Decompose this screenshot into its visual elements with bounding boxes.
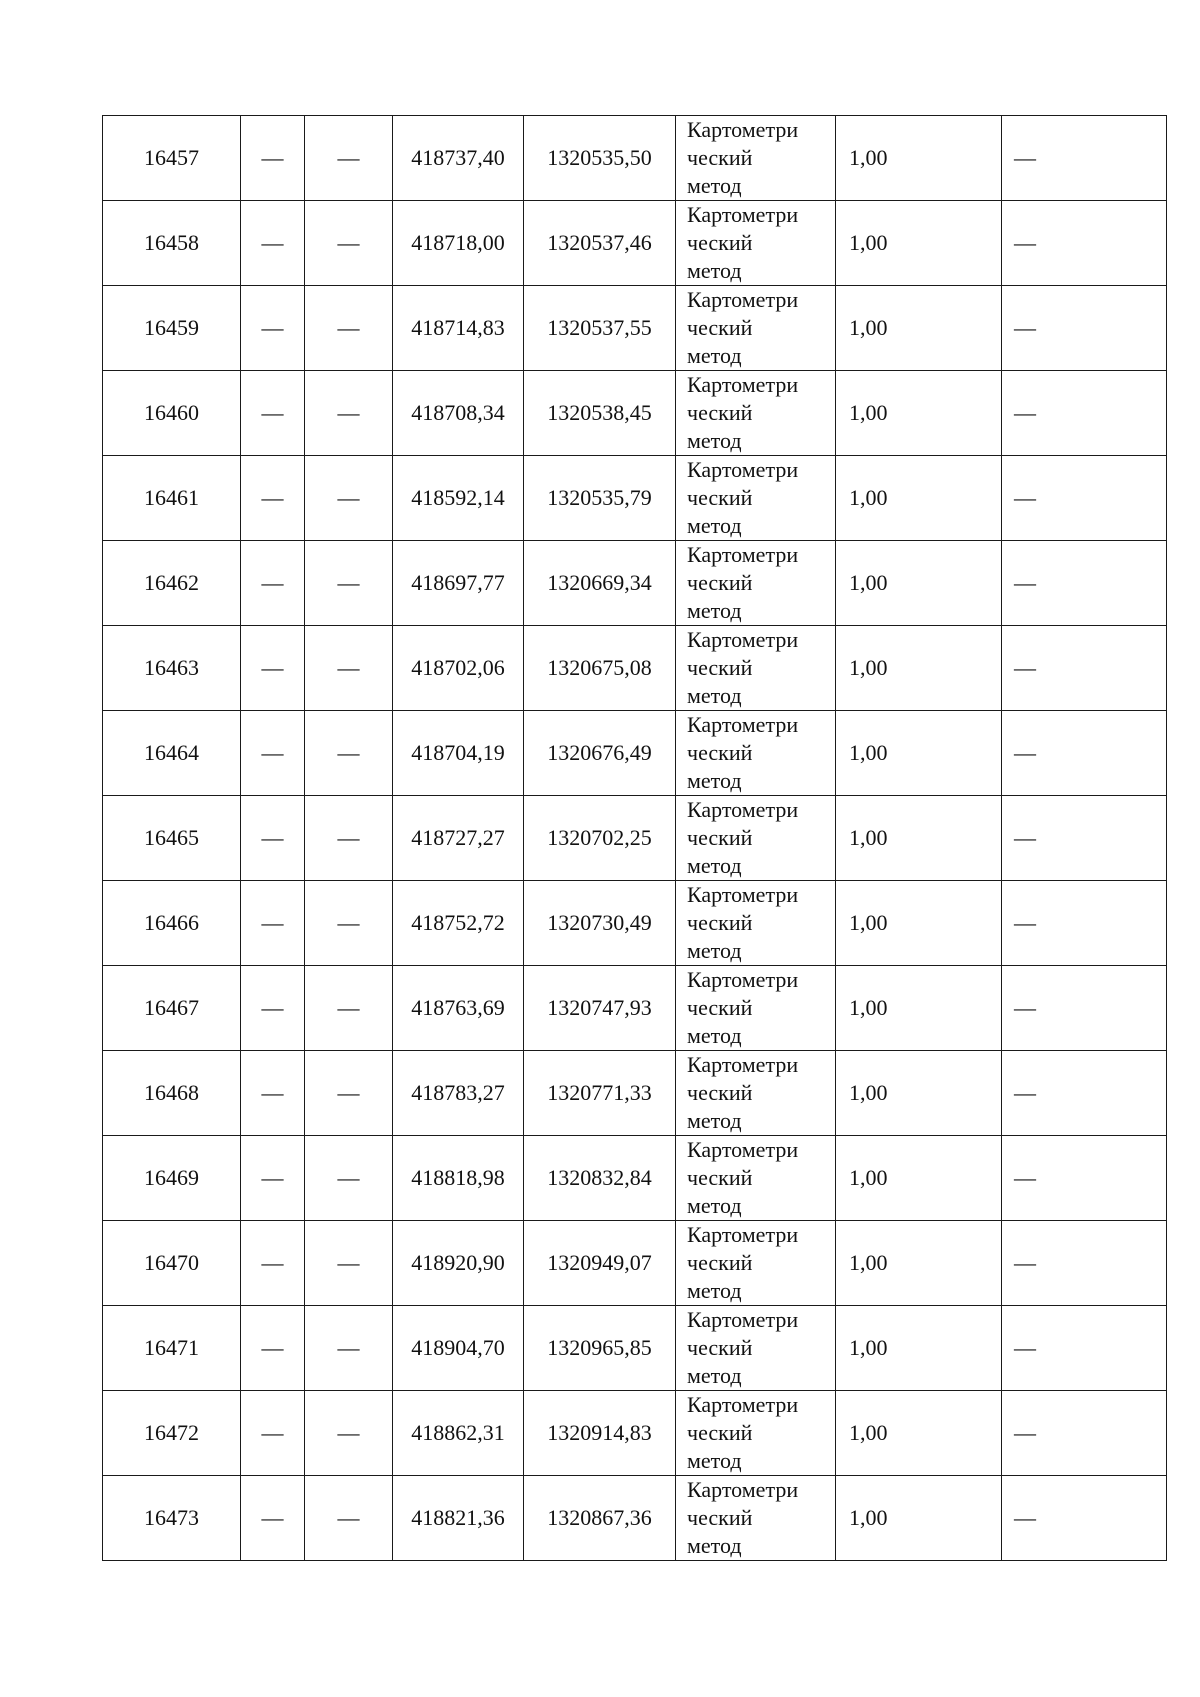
empty-value-cell: — bbox=[305, 966, 393, 1051]
x-coordinate-cell: 418592,14 bbox=[393, 456, 524, 541]
note-cell: — bbox=[1002, 711, 1167, 796]
table-row bbox=[103, 286, 1167, 371]
y-coordinate-cell: 1320771,33 bbox=[524, 1051, 676, 1136]
method-text-line: ческий bbox=[687, 315, 753, 340]
table-row bbox=[103, 881, 1167, 966]
accuracy-cell: 1,00 bbox=[836, 881, 1002, 966]
empty-value-cell: — bbox=[241, 966, 305, 1051]
method-text-line: метод bbox=[687, 1278, 742, 1303]
method-text-line: Картометри bbox=[687, 1222, 799, 1247]
table-row bbox=[103, 796, 1167, 881]
accuracy-cell: 1,00 bbox=[836, 456, 1002, 541]
y-coordinate-cell: 1320537,55 bbox=[524, 286, 676, 371]
table-row bbox=[103, 371, 1167, 456]
method-cell bbox=[676, 881, 836, 966]
point-number-cell: 16459 bbox=[103, 286, 241, 371]
note-cell: — bbox=[1002, 541, 1167, 626]
method-cell bbox=[676, 1476, 836, 1561]
empty-value-cell: — bbox=[305, 1221, 393, 1306]
method-text-line: Картометри bbox=[687, 287, 799, 312]
method-text-line: ческий bbox=[687, 1080, 753, 1105]
method-cell bbox=[676, 1136, 836, 1221]
method-text-line: ческий bbox=[687, 485, 753, 510]
y-coordinate-cell: 1320535,50 bbox=[524, 116, 676, 201]
method-text-line: ческий bbox=[687, 995, 753, 1020]
accuracy-cell: 1,00 bbox=[836, 286, 1002, 371]
empty-value-cell: — bbox=[241, 286, 305, 371]
x-coordinate-cell: 418702,06 bbox=[393, 626, 524, 711]
method-text-line: Картометри bbox=[687, 1052, 799, 1077]
y-coordinate-cell: 1320867,36 bbox=[524, 1476, 676, 1561]
accuracy-cell: 1,00 bbox=[836, 711, 1002, 796]
empty-value-cell: — bbox=[305, 541, 393, 626]
method-cell bbox=[676, 626, 836, 711]
empty-value-cell: — bbox=[241, 1306, 305, 1391]
note-cell: — bbox=[1002, 1221, 1167, 1306]
method-text-line: метод bbox=[687, 513, 742, 538]
accuracy-cell: 1,00 bbox=[836, 1051, 1002, 1136]
point-number-cell: 16467 bbox=[103, 966, 241, 1051]
method-text-line: ческий bbox=[687, 825, 753, 850]
point-number-cell: 16457 bbox=[103, 116, 241, 201]
note-cell: — bbox=[1002, 116, 1167, 201]
table-row bbox=[103, 1391, 1167, 1476]
method-cell bbox=[676, 1051, 836, 1136]
empty-value-cell: — bbox=[305, 371, 393, 456]
method-cell bbox=[676, 1391, 836, 1476]
method-text-line: Картометри bbox=[687, 457, 799, 482]
y-coordinate-cell: 1320949,07 bbox=[524, 1221, 676, 1306]
empty-value-cell: — bbox=[305, 796, 393, 881]
method-text-line: Картометри bbox=[687, 1137, 799, 1162]
accuracy-cell: 1,00 bbox=[836, 371, 1002, 456]
note-cell: — bbox=[1002, 286, 1167, 371]
method-cell bbox=[676, 371, 836, 456]
y-coordinate-cell: 1320669,34 bbox=[524, 541, 676, 626]
method-text-line: ческий bbox=[687, 1165, 753, 1190]
method-text-line: метод bbox=[687, 1448, 742, 1473]
method-text-line: метод bbox=[687, 1108, 742, 1133]
method-text-line: ческий bbox=[687, 400, 753, 425]
method-text-line: Картометри bbox=[687, 117, 799, 142]
empty-value-cell: — bbox=[241, 541, 305, 626]
empty-value-cell: — bbox=[305, 1391, 393, 1476]
y-coordinate-cell: 1320702,25 bbox=[524, 796, 676, 881]
empty-value-cell: — bbox=[241, 1221, 305, 1306]
y-coordinate-cell: 1320914,83 bbox=[524, 1391, 676, 1476]
x-coordinate-cell: 418697,77 bbox=[393, 541, 524, 626]
point-number-cell: 16458 bbox=[103, 201, 241, 286]
method-text-line: метод bbox=[687, 343, 742, 368]
empty-value-cell: — bbox=[305, 456, 393, 541]
method-cell bbox=[676, 286, 836, 371]
method-text-line: Картометри bbox=[687, 372, 799, 397]
method-text-line: ческий bbox=[687, 1505, 753, 1530]
note-cell: — bbox=[1002, 966, 1167, 1051]
method-cell bbox=[676, 1221, 836, 1306]
table-row bbox=[103, 541, 1167, 626]
accuracy-cell: 1,00 bbox=[836, 1221, 1002, 1306]
x-coordinate-cell: 418783,27 bbox=[393, 1051, 524, 1136]
table-row bbox=[103, 116, 1167, 201]
empty-value-cell: — bbox=[241, 711, 305, 796]
table-row bbox=[103, 966, 1167, 1051]
x-coordinate-cell: 418737,40 bbox=[393, 116, 524, 201]
x-coordinate-cell: 418920,90 bbox=[393, 1221, 524, 1306]
method-text-line: Картометри bbox=[687, 202, 799, 227]
x-coordinate-cell: 418714,83 bbox=[393, 286, 524, 371]
point-number-cell: 16471 bbox=[103, 1306, 241, 1391]
point-number-cell: 16463 bbox=[103, 626, 241, 711]
note-cell: — bbox=[1002, 1476, 1167, 1561]
table-row bbox=[103, 201, 1167, 286]
x-coordinate-cell: 418821,36 bbox=[393, 1476, 524, 1561]
method-text-line: метод bbox=[687, 1533, 742, 1558]
method-text-line: метод bbox=[687, 853, 742, 878]
empty-value-cell: — bbox=[305, 711, 393, 796]
method-text-line: ческий bbox=[687, 1420, 753, 1445]
x-coordinate-cell: 418727,27 bbox=[393, 796, 524, 881]
x-coordinate-cell: 418752,72 bbox=[393, 881, 524, 966]
empty-value-cell: — bbox=[305, 1306, 393, 1391]
note-cell: — bbox=[1002, 796, 1167, 881]
empty-value-cell: — bbox=[241, 116, 305, 201]
x-coordinate-cell: 418904,70 bbox=[393, 1306, 524, 1391]
x-coordinate-cell: 418818,98 bbox=[393, 1136, 524, 1221]
method-text-line: метод bbox=[687, 173, 742, 198]
y-coordinate-cell: 1320537,46 bbox=[524, 201, 676, 286]
method-text-line: ческий bbox=[687, 740, 753, 765]
method-text-line: Картометри bbox=[687, 542, 799, 567]
empty-value-cell: — bbox=[305, 116, 393, 201]
point-number-cell: 16460 bbox=[103, 371, 241, 456]
table-row bbox=[103, 1051, 1167, 1136]
note-cell: — bbox=[1002, 201, 1167, 286]
method-text-line: метод bbox=[687, 1023, 742, 1048]
note-cell: — bbox=[1002, 881, 1167, 966]
method-text-line: метод bbox=[687, 1193, 742, 1218]
method-text-line: метод bbox=[687, 258, 742, 283]
method-text-line: Картометри bbox=[687, 627, 799, 652]
empty-value-cell: — bbox=[305, 626, 393, 711]
y-coordinate-cell: 1320730,49 bbox=[524, 881, 676, 966]
method-text-line: Картометри bbox=[687, 1477, 799, 1502]
method-text-line: Картометри bbox=[687, 967, 799, 992]
empty-value-cell: — bbox=[241, 881, 305, 966]
empty-value-cell: — bbox=[241, 1476, 305, 1561]
method-text-line: ческий bbox=[687, 145, 753, 170]
empty-value-cell: — bbox=[305, 881, 393, 966]
point-number-cell: 16469 bbox=[103, 1136, 241, 1221]
empty-value-cell: — bbox=[241, 201, 305, 286]
accuracy-cell: 1,00 bbox=[836, 541, 1002, 626]
table-row bbox=[103, 1221, 1167, 1306]
method-cell bbox=[676, 796, 836, 881]
table-row bbox=[103, 1306, 1167, 1391]
y-coordinate-cell: 1320747,93 bbox=[524, 966, 676, 1051]
accuracy-cell: 1,00 bbox=[836, 966, 1002, 1051]
coordinates-table bbox=[102, 115, 1167, 1561]
method-text-line: Картометри bbox=[687, 712, 799, 737]
note-cell: — bbox=[1002, 371, 1167, 456]
point-number-cell: 16473 bbox=[103, 1476, 241, 1561]
method-cell bbox=[676, 541, 836, 626]
method-text-line: ческий bbox=[687, 1250, 753, 1275]
x-coordinate-cell: 418862,31 bbox=[393, 1391, 524, 1476]
note-cell: — bbox=[1002, 1136, 1167, 1221]
accuracy-cell: 1,00 bbox=[836, 1306, 1002, 1391]
method-text-line: ческий bbox=[687, 910, 753, 935]
method-cell bbox=[676, 201, 836, 286]
method-text-line: Картометри bbox=[687, 1392, 799, 1417]
table-row bbox=[103, 711, 1167, 796]
method-text-line: Картометри bbox=[687, 1307, 799, 1332]
method-text-line: метод bbox=[687, 683, 742, 708]
method-text-line: ческий bbox=[687, 655, 753, 680]
empty-value-cell: — bbox=[241, 626, 305, 711]
method-text-line: ческий bbox=[687, 230, 753, 255]
x-coordinate-cell: 418718,00 bbox=[393, 201, 524, 286]
point-number-cell: 16462 bbox=[103, 541, 241, 626]
method-cell bbox=[676, 1306, 836, 1391]
empty-value-cell: — bbox=[241, 1051, 305, 1136]
point-number-cell: 16466 bbox=[103, 881, 241, 966]
method-cell bbox=[676, 116, 836, 201]
table-row bbox=[103, 456, 1167, 541]
method-text-line: метод bbox=[687, 598, 742, 623]
table-row bbox=[103, 626, 1167, 711]
empty-value-cell: — bbox=[241, 1391, 305, 1476]
y-coordinate-cell: 1320832,84 bbox=[524, 1136, 676, 1221]
note-cell: — bbox=[1002, 456, 1167, 541]
method-text-line: метод bbox=[687, 1363, 742, 1388]
empty-value-cell: — bbox=[305, 1051, 393, 1136]
method-cell bbox=[676, 966, 836, 1051]
point-number-cell: 16464 bbox=[103, 711, 241, 796]
accuracy-cell: 1,00 bbox=[836, 626, 1002, 711]
accuracy-cell: 1,00 bbox=[836, 796, 1002, 881]
point-number-cell: 16465 bbox=[103, 796, 241, 881]
note-cell: — bbox=[1002, 1051, 1167, 1136]
point-number-cell: 16468 bbox=[103, 1051, 241, 1136]
empty-value-cell: — bbox=[305, 1136, 393, 1221]
method-text-line: ческий bbox=[687, 570, 753, 595]
empty-value-cell: — bbox=[305, 286, 393, 371]
method-text-line: Картометри bbox=[687, 797, 799, 822]
method-text-line: метод bbox=[687, 428, 742, 453]
accuracy-cell: 1,00 bbox=[836, 1136, 1002, 1221]
table-body bbox=[103, 116, 1167, 1561]
method-cell bbox=[676, 711, 836, 796]
point-number-cell: 16470 bbox=[103, 1221, 241, 1306]
empty-value-cell: — bbox=[241, 456, 305, 541]
note-cell: — bbox=[1002, 626, 1167, 711]
y-coordinate-cell: 1320535,79 bbox=[524, 456, 676, 541]
x-coordinate-cell: 418763,69 bbox=[393, 966, 524, 1051]
empty-value-cell: — bbox=[241, 796, 305, 881]
method-text-line: метод bbox=[687, 768, 742, 793]
method-text-line: Картометри bbox=[687, 882, 799, 907]
note-cell: — bbox=[1002, 1306, 1167, 1391]
y-coordinate-cell: 1320965,85 bbox=[524, 1306, 676, 1391]
accuracy-cell: 1,00 bbox=[836, 201, 1002, 286]
accuracy-cell: 1,00 bbox=[836, 1476, 1002, 1561]
point-number-cell: 16472 bbox=[103, 1391, 241, 1476]
empty-value-cell: — bbox=[241, 1136, 305, 1221]
empty-value-cell: — bbox=[305, 201, 393, 286]
empty-value-cell: — bbox=[241, 371, 305, 456]
y-coordinate-cell: 1320676,49 bbox=[524, 711, 676, 796]
note-cell: — bbox=[1002, 1391, 1167, 1476]
method-cell bbox=[676, 456, 836, 541]
empty-value-cell: — bbox=[305, 1476, 393, 1561]
point-number-cell: 16461 bbox=[103, 456, 241, 541]
table-row bbox=[103, 1136, 1167, 1221]
y-coordinate-cell: 1320675,08 bbox=[524, 626, 676, 711]
y-coordinate-cell: 1320538,45 bbox=[524, 371, 676, 456]
x-coordinate-cell: 418704,19 bbox=[393, 711, 524, 796]
method-text-line: ческий bbox=[687, 1335, 753, 1360]
x-coordinate-cell: 418708,34 bbox=[393, 371, 524, 456]
method-text-line: метод bbox=[687, 938, 742, 963]
accuracy-cell: 1,00 bbox=[836, 116, 1002, 201]
accuracy-cell: 1,00 bbox=[836, 1391, 1002, 1476]
table-row bbox=[103, 1476, 1167, 1561]
